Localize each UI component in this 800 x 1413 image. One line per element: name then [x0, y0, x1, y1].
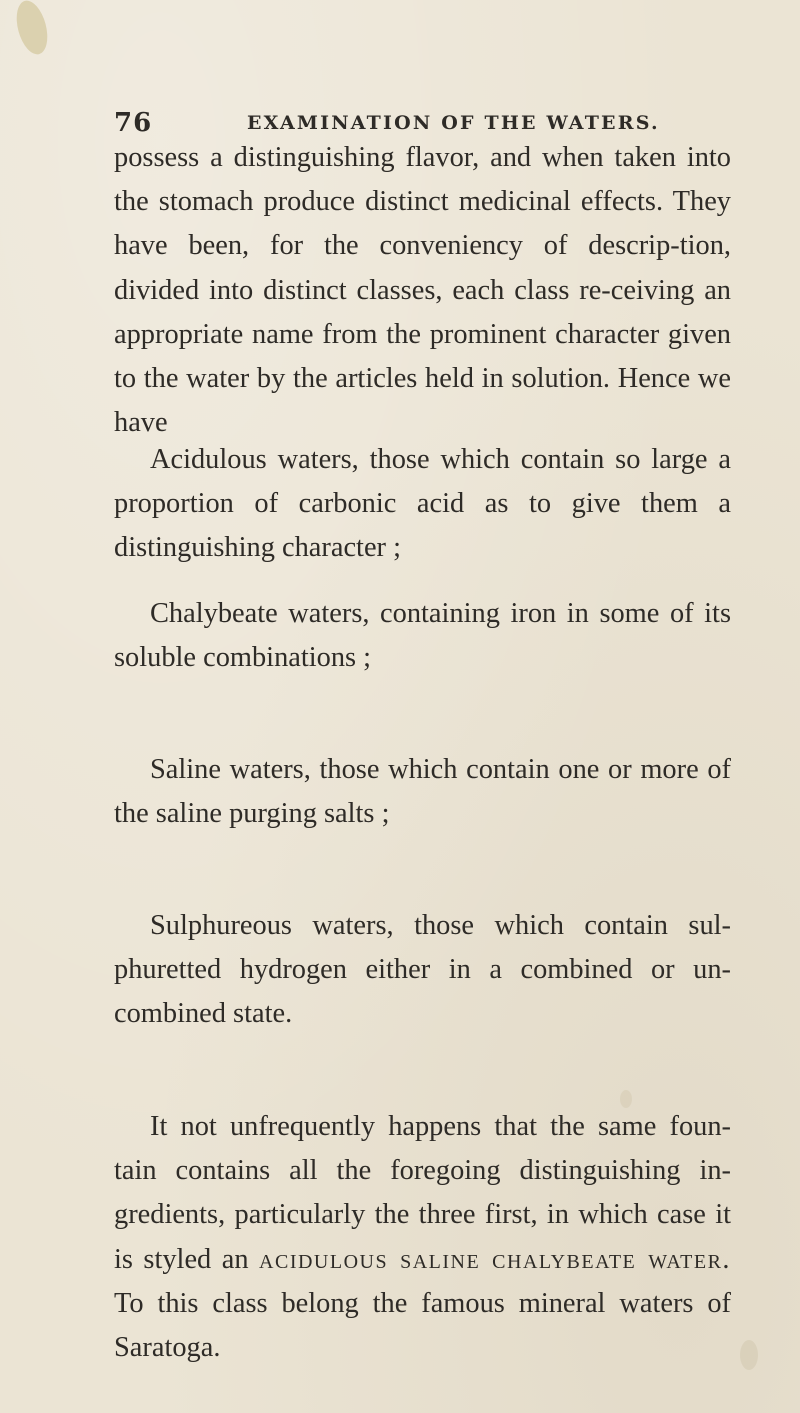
- paragraph-acidulous: [114, 438, 731, 571]
- paragraph-text: possess a distinguishing flavor, and when taken into the stomach produce distinct medicinal effects. They have been, for the conveniency of descrip-tion, divided into distinct classes, each class re-ceiving an appropriate name from the prominent character given to the water by the articles held in solution. Hence we have: [114, 142, 731, 439]
- paragraph-saratoga: [114, 1105, 731, 1370]
- water-class-name: acidulous saline chalybeate water.: [259, 1243, 732, 1275]
- paragraph-text: Chalybeate waters, containing iron in some of its soluble combinations ;: [114, 598, 731, 674]
- paragraph-text-before: It not unfrequently happens that the same foun-tain contains all the foregoing distinguishing in-gredients, particularly the three first, in which case it is styled an: [114, 1111, 731, 1275]
- page-number: 76: [114, 108, 153, 138]
- paragraph-chalybeate: [114, 592, 731, 680]
- paragraph-text: Acidulous waters, those which contain so large a proportion of carbonic acid as to give them a distinguishing character ;: [114, 444, 731, 564]
- paragraph-sulphureous: [114, 904, 731, 1037]
- paper-stain: [740, 1340, 758, 1370]
- running-title: EXAMINATION OF THE WATERS.: [247, 112, 660, 134]
- paragraph-intro: [114, 136, 731, 445]
- paragraph-text: Saline waters, those which contain one or more of the saline purging salts ;: [114, 754, 731, 830]
- paragraph-text: [114, 1105, 731, 1370]
- paragraph-saline: [114, 748, 731, 836]
- paper-stain: [11, 0, 52, 58]
- paragraph-text: Sulphureous waters, those which contain sul-phuretted hydrogen either in a combined or un-combined state.: [114, 910, 731, 1030]
- paragraph-text-after: To this class belong the famous mineral waters of Saratoga.: [114, 1287, 731, 1364]
